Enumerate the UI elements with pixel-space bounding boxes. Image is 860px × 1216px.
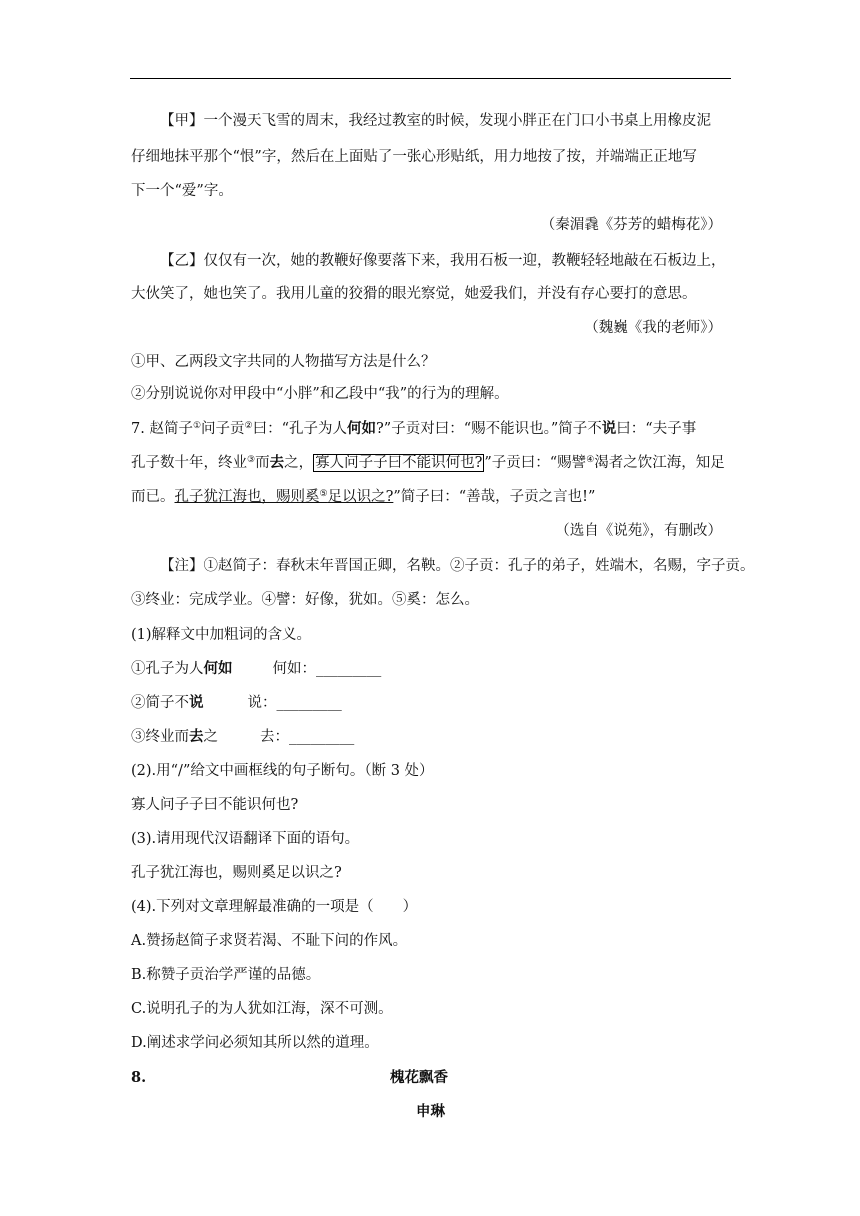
q7-passage-line-2: 孔子数十年，终业③而去之， 寡人问子子曰不能识何也? ”子贡曰：“赐譬④渴者之饮江海，知足: [131, 454, 725, 471]
option-b: B.称赞子贡治学严谨的品德。: [131, 967, 321, 983]
q7-source: （选自《说苑》，有删改）: [555, 523, 722, 539]
jia-line-1: 【甲】一个漫天飞雪的周末，我经过教室的时候，发现小胖正在门口小书桌上用橡皮泥: [160, 113, 711, 129]
jia-line-2: 仔细地抹平那个“恨”字，然后在上面贴了一张心形贴纸，用力地按了按，并端端正正地写: [131, 149, 697, 165]
word-item-1: ①孔子为人何如 何如：_________: [131, 660, 382, 677]
jia-source: （秦湄毳《芬芳的蜡梅花》）: [540, 217, 722, 233]
q6-question-b: ②分别说说你对甲段中“小胖”和乙段中“我”的行为的理解。: [131, 386, 509, 402]
yi-line-2: 大伙笑了，她也笑了。我用儿童的狡猾的眼光察觉，她爱我们，并没有存心要打的意思。: [131, 286, 697, 302]
answer-blank-1[interactable]: _________: [316, 661, 382, 677]
jia-line-3: 下一个“爱”字。: [131, 183, 233, 199]
q8-author: 申琳: [416, 1103, 445, 1120]
option-c: C.说明孔子的为人犹如江海，深不可测。: [131, 1001, 393, 1017]
q8-number: 8.: [131, 1069, 147, 1086]
q7-part-4-prompt: (4).下列对文章理解最准确的一项是（ ）: [131, 899, 418, 915]
q7-part-2-prompt: (2).用“/”给文中画框线的句子断句。（断 3 处）: [131, 763, 434, 779]
q7-part-1-prompt: (1)解释文中加粗词的含义。: [131, 627, 312, 643]
q6-question-a: ①甲、乙两段文字共同的人物描写方法是什么？: [131, 354, 436, 370]
bold-word-qu: 去: [269, 454, 285, 471]
option-a: A.赞扬赵简子求贤若渴、不耻下问的作风。: [131, 933, 408, 949]
yi-source: （魏巍《我的老师》）: [584, 320, 722, 336]
q7-part-3-prompt: (3).请用现代汉语翻译下面的语句。: [131, 831, 360, 847]
word-item-2: ②简子不说 说：_________: [131, 694, 342, 711]
option-d: D.阐述求学问必须知其所以然的道理。: [131, 1035, 379, 1051]
q7-passage-line-1: 7. 赵简子①问子贡②曰：“孔子为人何如?”子贡对曰：“赐不能识也。”简子不说曰：“夫子事: [131, 420, 697, 437]
q7-passage-line-3: 而已。孔子犹江海也，赐则奚⑤足以识之?”简子曰：“善哉，子贡之言也!”: [131, 489, 596, 505]
underlined-sentence: 孔子犹江海也，赐则奚⑤足以识之?: [174, 489, 394, 505]
q7-part-2-sentence: 寡人问子子曰不能识何也?: [131, 797, 299, 813]
q7-note-line-1: 【注】①赵简子：春秋末年晋国正卿，名鞅。②子贡：孔子的弟子，姓端木，名赐，字子贡。: [160, 558, 755, 574]
word-item-3: ③终业而去之 去：_________: [131, 728, 355, 745]
header-rule: [130, 78, 731, 79]
q7-part-3-sentence: 孔子犹江海也，赐则奚足以识之?: [131, 865, 342, 881]
q7-note-line-2: ③终业：完成学业。④譬：好像，犹如。⑤奚：怎么。: [131, 592, 479, 608]
bold-word-heru: 何如: [347, 420, 377, 437]
answer-blank-2[interactable]: _________: [276, 695, 342, 711]
bold-word-shuo: 说: [601, 420, 617, 437]
q8-title: 槐花飘香: [390, 1069, 448, 1086]
boxed-sentence: 寡人问子子曰不能识何也?: [315, 455, 483, 471]
answer-blank-3[interactable]: _________: [289, 729, 355, 745]
yi-line-1: 【乙】仅仅有一次，她的教鞭好像要落下来，我用石板一迎，教鞭轻轻地敲在石板边上，: [160, 253, 726, 269]
